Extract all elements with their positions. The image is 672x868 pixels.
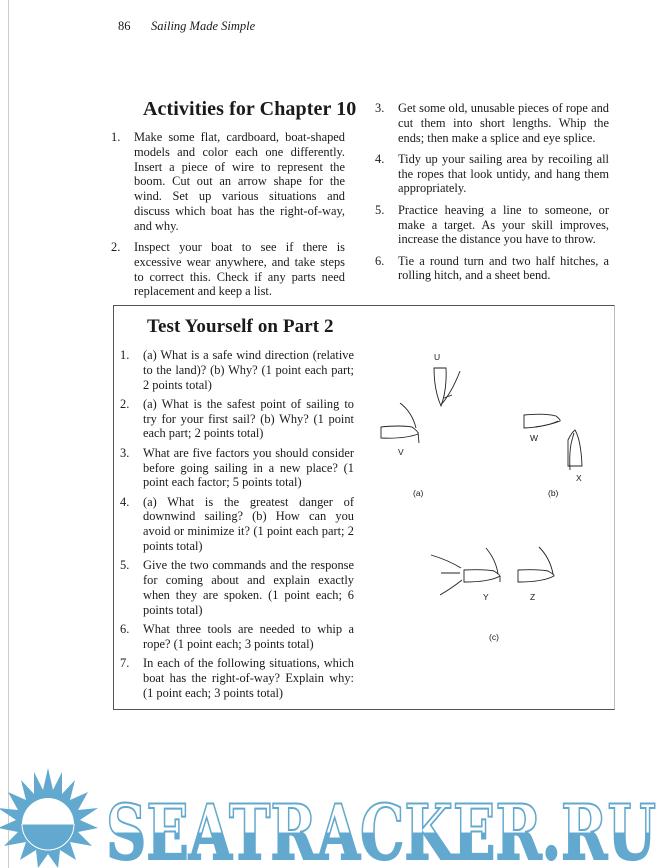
watermark-text: SEATRACKER.RU — [106, 788, 656, 868]
test-question: 2. (a) What is the safest point of sailing to try for your first sail? (b) Why? (1 point each part; 2 points total) — [120, 396, 354, 441]
activity-item: 6. Tie a round turn and two half hitches, a rolling hitch, and a sheet bend. — [375, 253, 609, 283]
caption-a: (a) — [413, 488, 424, 498]
boat-y — [464, 570, 500, 582]
activities-heading: Activities for Chapter 10 — [143, 98, 357, 120]
test-question: 6. What three tools are needed to whip a rope? (1 point each; 3 points total) — [120, 622, 354, 651]
test-question: 7. In each of the following situations, which boat has the right-of-way? Explain why: (1 point each; 3 points total) — [120, 656, 354, 700]
boat-z — [518, 570, 554, 582]
test-heading: Test Yourself on Part 2 — [147, 316, 334, 337]
caption-b: (b) — [548, 488, 559, 498]
boat-label-v: V — [398, 447, 404, 457]
test-question: 3. What are five factors you should consider before going sailing in a new place? (1 point each factor; 5 points total) — [120, 445, 354, 490]
activity-item: 3. Get some old, unusable pieces of rope and cut them into short lengths. Whip the ends; then make a splice and eye splice. — [375, 101, 609, 145]
boat-label-x: X — [576, 473, 582, 483]
activity-item: 2. Inspect your boat to see if there is excessive wear anywhere, and take steps to correct this. Check if any parts need replacement and keep a list. — [111, 240, 345, 299]
boat-v — [381, 426, 418, 438]
boat-label-u: U — [434, 352, 441, 362]
boat-label-z: Z — [530, 592, 536, 602]
test-question: 4. (a) What is the greatest danger of downwind sailing? (b) How can you avoid or minimize it? (1 point each part; 2 points total) — [120, 494, 354, 554]
activity-item: 5. Practice heaving a line to someone, or make a target. As your skill improves, increase the distance you have to throw. — [375, 202, 609, 247]
running-head: Sailing Made Simple — [151, 19, 256, 33]
wind-lines — [431, 555, 462, 595]
page-number: 86 — [118, 19, 131, 33]
seatracker-watermark — [0, 760, 672, 868]
test-question: 1. (a) What is a safe wind direction (relative to the land)? (b) Why? (1 point each part; 2 points total) — [120, 348, 354, 392]
sun-logo-icon — [0, 768, 98, 868]
activity-item: 4. Tidy up your sailing area by recoiling all the ropes that look untidy, and hang them appropriately. — [375, 151, 609, 196]
boat-label-w: W — [530, 433, 539, 443]
activity-item: 1. Make some flat, cardboard, boat-shaped models and color each one differently. Insert a piece of wire to represent the boom. Cut out an arrow shape for the wind. Set up various situations and discuss which boat has the right-of-way, and why. — [111, 130, 345, 233]
boat-label-y: Y — [483, 592, 489, 602]
test-question: 5. Give the two commands and the response for coming about and explain exactly when they are spoken. (1 point each; 6 points total) — [120, 558, 354, 617]
caption-c: (c) — [489, 632, 499, 642]
